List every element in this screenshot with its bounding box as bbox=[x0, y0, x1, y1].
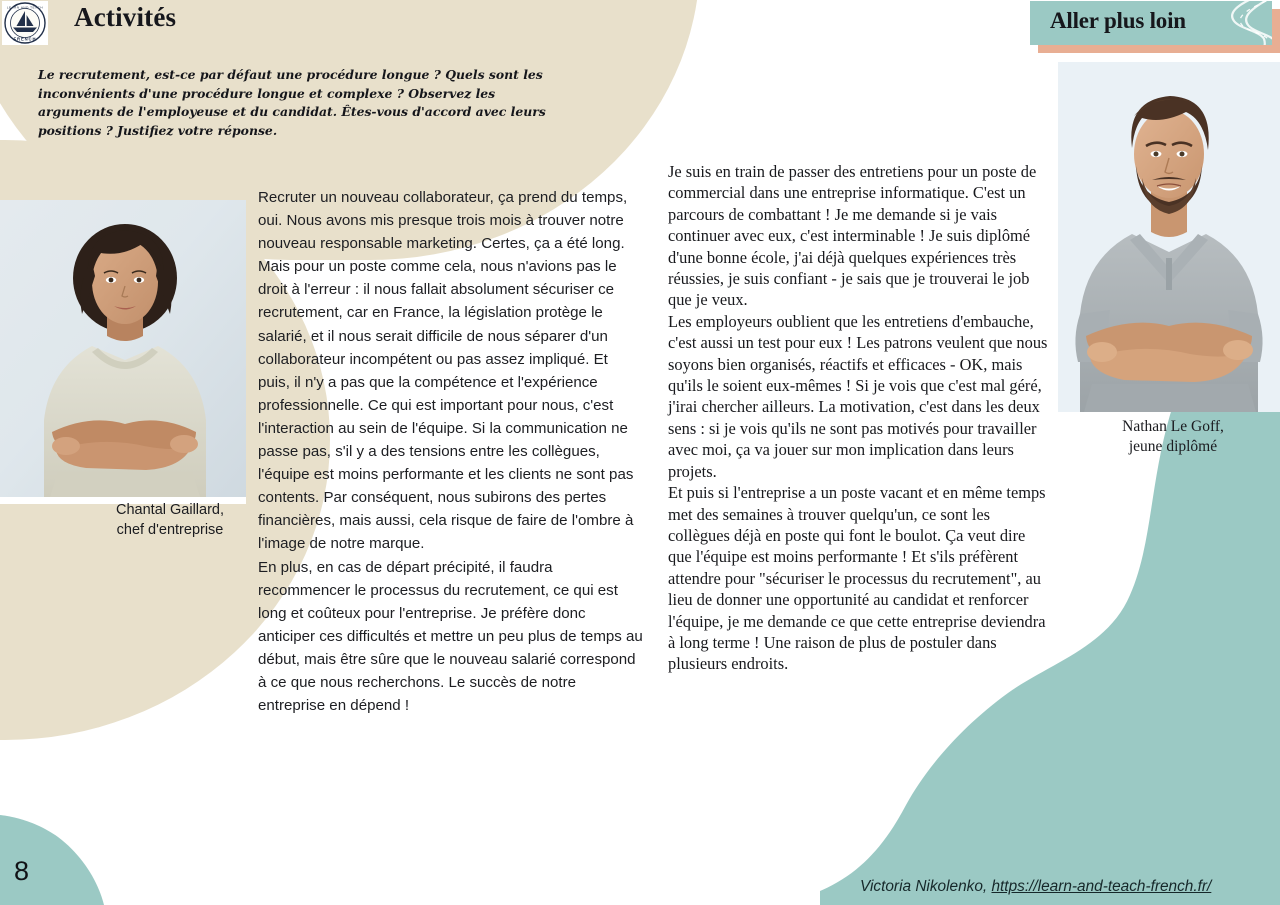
banner-label: Aller plus loin bbox=[1050, 8, 1186, 33]
caption-right-role: jeune diplômé bbox=[1128, 438, 1218, 455]
sailboat-badge-logo bbox=[2, 1, 48, 45]
page-number: 8 bbox=[14, 856, 30, 886]
banner-body bbox=[1030, 1, 1272, 45]
aller-plus-loin-banner[interactable] bbox=[1030, 1, 1280, 57]
caption-left-role: chef d'entreprise bbox=[116, 522, 224, 538]
page-title: Activités bbox=[74, 2, 177, 32]
caption-right-name: Nathan Le Goff, bbox=[1122, 418, 1224, 435]
speaker-right-paragraphs: Je suis en train de passer des entretiens pour un poste de commercial dans une entreprise informatique. C'est un parcours de combattant ! Je me demande si je vais continuer avec eux, c'est interminable ! Je suis diplômé d'une bonne école, j'ai déjà quelques expériences très réussies, je suis confiant - je sais que je trouverai le job que je veux. Les employeurs oublient que les entretiens d'embauche, c'est aussi un test pour eux ! Les patrons veulent que nous soyons bien organisés, réactifs et efficaces - OK, mais qu'ils le soient eux-mêmes ! Si je vois que c'est mal géré, j'irai chercher ailleurs. La motivation, c'est dans les deux sens : si je vois qu'ils ne sont pas motivés pour travailler avec moi, ça va jouer sur mon implication dans leurs projets. Et puis si l'entreprise a un poste vacant et en même temps met des semaines à trouver quelqu'un, ce sont les collègues déjà en poste qui font le boulot. Ça veut dire que l'équipe est moins performante ! Et s'ils préfèrent attendre pour "sécuriser le processus du recrutement", au lieu de donner une opportunité au candidat et renforcer l'équipe, je me demande ce que cette entreprise deviendra à long terme ! Une raison de plus de postuler dans plusieurs endroits. bbox=[668, 162, 1048, 674]
winding-road-icon bbox=[1184, 1, 1272, 45]
svg-text:FRENCH: FRENCH bbox=[13, 36, 37, 42]
speaker-left-text bbox=[258, 186, 643, 717]
footer-author: Victoria Nikolenko, bbox=[860, 878, 988, 895]
caption-left-name: Chantal Gaillard, bbox=[116, 502, 224, 518]
speaker-right-text bbox=[668, 161, 1052, 675]
svg-text:LEARN AND TEACH: LEARN AND TEACH bbox=[6, 5, 44, 10]
caption-right bbox=[1070, 417, 1276, 457]
portrait-man-photo bbox=[1058, 62, 1280, 412]
caption-left bbox=[62, 500, 278, 540]
portrait-woman-photo bbox=[0, 200, 246, 497]
footer-website-link[interactable]: https://learn-and-teach-french.fr/ bbox=[991, 878, 1212, 895]
activity-instructions: Le recrutement, est-ce par défaut une procédure longue ? Quels sont les inconvénients d'une procédure longue et complexe ? Observez les arguments de l'employeuse et du candidat. Êtes-vous d'accord avec leurs positions ? Justifiez votre réponse. bbox=[38, 67, 546, 138]
footer-credit bbox=[860, 878, 1211, 896]
speaker-left-paragraphs: Recruter un nouveau collaborateur, ça prend du temps, oui. Nous avons mis presque trois mois à trouver notre nouveau responsable marketing. Certes, ça a été long. Mais pour un poste comme cela, nous n'avions pas le droit à l'erreur : il nous fallait absolument sécuriser ce recrutement, car en France, la législation protège le salarié, et il nous serait difficile de nous séparer d'un collaborateur incompétent ou pas assez impliqué. Et puis, il n'y a pas que la compétence et l'expérience professionnelle. Ce qui est important pour nous, c'est l'interaction au sein de l'équipe. Si la communication ne passe pas, s'il y a des tensions entre les collègues, l'équipe est moins performante et les clients ne sont pas contents. Par conséquent, nous subirons des pertes financières, mais aussi, cela risque de faire de l'ombre à l'image de notre marque. En plus, en cas de départ précipité, il faudra recommencer le processus du recrutement, ce qui est long et coûteux pour l'entreprise. Je préfère donc anticiper ces difficultés et mettre un peu plus de temps au début, mais être sûre que le nouveau salarié correspond à ce que nous recherchons. Le succès de notre entreprise en dépend ! bbox=[258, 189, 643, 715]
